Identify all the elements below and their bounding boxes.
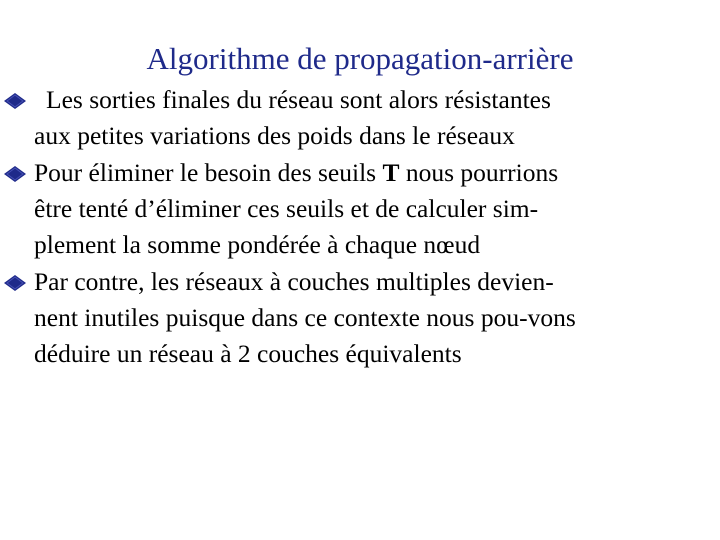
bullet-text-segment: Pour éliminer le besoin des seuils bbox=[34, 158, 383, 187]
bullet-list bbox=[0, 82, 720, 373]
bullet-item bbox=[0, 155, 720, 263]
bullet-text-line: Par contre, les réseaux à couches multiples devien- bbox=[34, 267, 554, 296]
bullet-text-line: Les sorties finales du réseau sont alors résistantes bbox=[46, 85, 551, 114]
bullet-text-line: être tenté d’éliminer ces seuils et de calculer sim- bbox=[34, 194, 539, 223]
diamond-bullet-icon bbox=[4, 166, 26, 182]
bullet-text-segment: nous pourrions bbox=[399, 158, 559, 187]
bullet-item bbox=[0, 264, 720, 372]
bullet-item bbox=[0, 82, 720, 154]
diamond-bullet-icon bbox=[4, 93, 26, 109]
diamond-bullet-icon bbox=[4, 275, 26, 291]
bullet-text-line: nent inutiles puisque dans ce contexte nous pou-vons bbox=[34, 303, 576, 332]
bullet-text-line: aux petites variations des poids dans le réseaux bbox=[34, 121, 515, 150]
bullet-text-line: déduire un réseau à 2 couches équivalents bbox=[34, 339, 462, 368]
bullet-text-line bbox=[34, 155, 714, 191]
bullet-text-line: plement la somme pondérée à chaque nœud bbox=[34, 230, 481, 259]
slide-title: Algorithme de propagation-arrière bbox=[146, 40, 574, 76]
threshold-symbol: T bbox=[382, 158, 400, 187]
